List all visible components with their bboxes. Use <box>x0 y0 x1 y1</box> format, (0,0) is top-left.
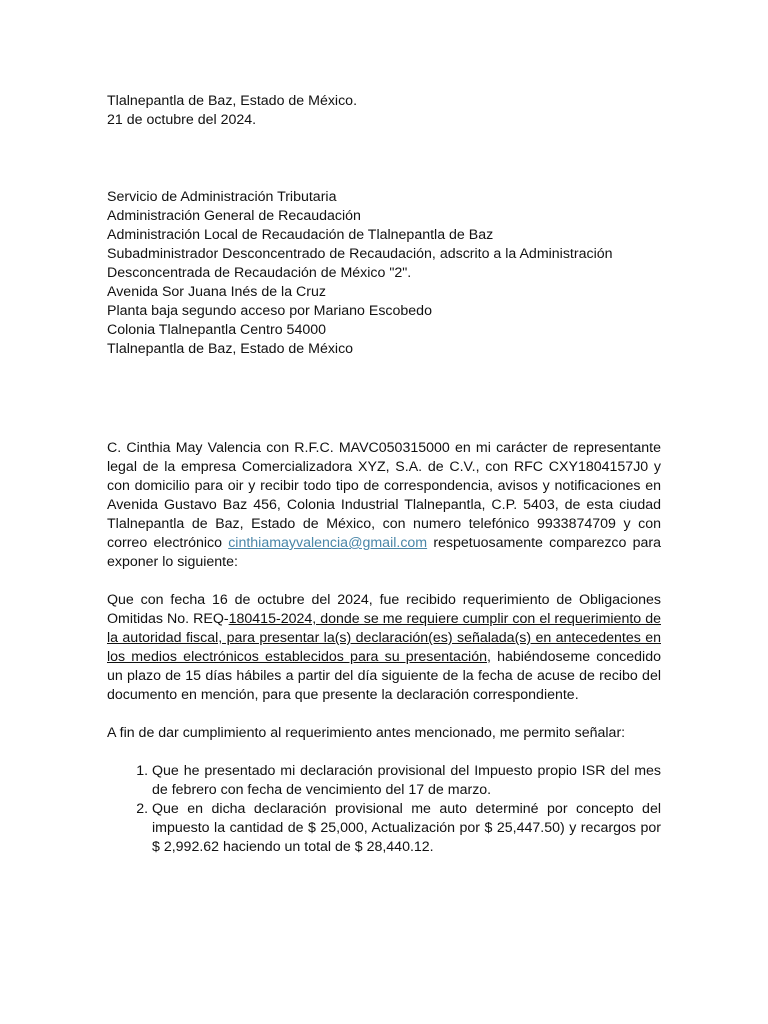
recipient-line: Administración General de Recaudación <box>107 208 361 224</box>
place-and-date <box>107 92 661 130</box>
intro-text: C. Cinthia May Valencia con R.F.C. MAVC050315000 en mi carácter de representante legal de la empresa Comercializadora XYZ, S.A. de C.V., con RFC CXY1804157J0 y con domicilio para oir y recibir todo tipo de correspondencia, avisos y notificaciones en Avenida Gustavo Baz 456, Colonia Industrial Tlalnepantla, C.P. 5403, de esta ciudad Tlalnepantla de Baz, Estado de México, con numero telefónico 9933874709 y con correo electrónico <box>107 440 661 551</box>
requirement-text-end: , habiéndoseme concedido un plazo de 15 días hábiles a partir del día siguiente de la fecha de acuse de recibo del documento en mención, para que presente la declaración correspondiente. <box>107 649 661 703</box>
recipient-line: Avenida Sor Juana Inés de la Cruz <box>107 284 326 300</box>
intro-text-end: respetuosamente comparezco para exponer lo siguiente: <box>107 535 661 570</box>
recipient-line: Servicio de Administración Tributaria <box>107 189 337 205</box>
recipient-line: Colonia Tlalnepantla Centro 54000 <box>107 322 327 338</box>
requirement-paragraph <box>107 591 661 705</box>
date-line: 21 de octubre del 2024. <box>107 112 257 128</box>
email-link[interactable]: cinthiamayvalencia@gmail.com <box>228 535 428 551</box>
recipient-line: Planta baja segundo acceso por Mariano Escobedo <box>107 303 432 319</box>
recipient-line: Subadministrador Desconcentrado de Recaudación, adscrito a la Administración <box>107 246 613 262</box>
compliance-list <box>107 762 661 857</box>
intro-paragraph <box>107 439 661 572</box>
list-item: 1. Que he presentado mi declaración provisional del Impuesto propio ISR del mes de febrero con fecha de vencimiento del 17 de marzo. <box>152 762 661 800</box>
requirement-text: Que con fecha 16 de octubre del 2024, fue recibido requerimiento de Obligaciones Omitidas No. REQ- <box>107 592 661 627</box>
recipient-line: Desconcentrada de Recaudación de México "2". <box>107 265 412 281</box>
requirement-underlined-text: 180415-2024, donde se me requiere cumplir con el requerimiento de la autoridad fiscal, para presentar la(s) declaración(es) señalada(s) en antecedentes en los medios electrónicos establecidos para su presentación <box>107 611 661 665</box>
list-item: 2. Que en dicha declaración provisional me auto determiné por concepto del impuesto la cantidad de $ 25,000, Actualización por $ 25,447.50) y recargos por $ 2,992.62 haciendo un total de $ 28,440.12. <box>152 800 661 857</box>
letter-page <box>107 92 661 857</box>
recipient-line: Tlalnepantla de Baz, Estado de México <box>107 341 354 357</box>
city-line: Tlalnepantla de Baz, Estado de México. <box>107 93 358 109</box>
compliance-intro: A fin de dar cumplimiento al requerimiento antes mencionado, me permito señalar: <box>107 725 626 741</box>
recipient-line: Administración Local de Recaudación de Tlalnepantla de Baz <box>107 227 494 243</box>
recipient-address <box>107 188 661 359</box>
